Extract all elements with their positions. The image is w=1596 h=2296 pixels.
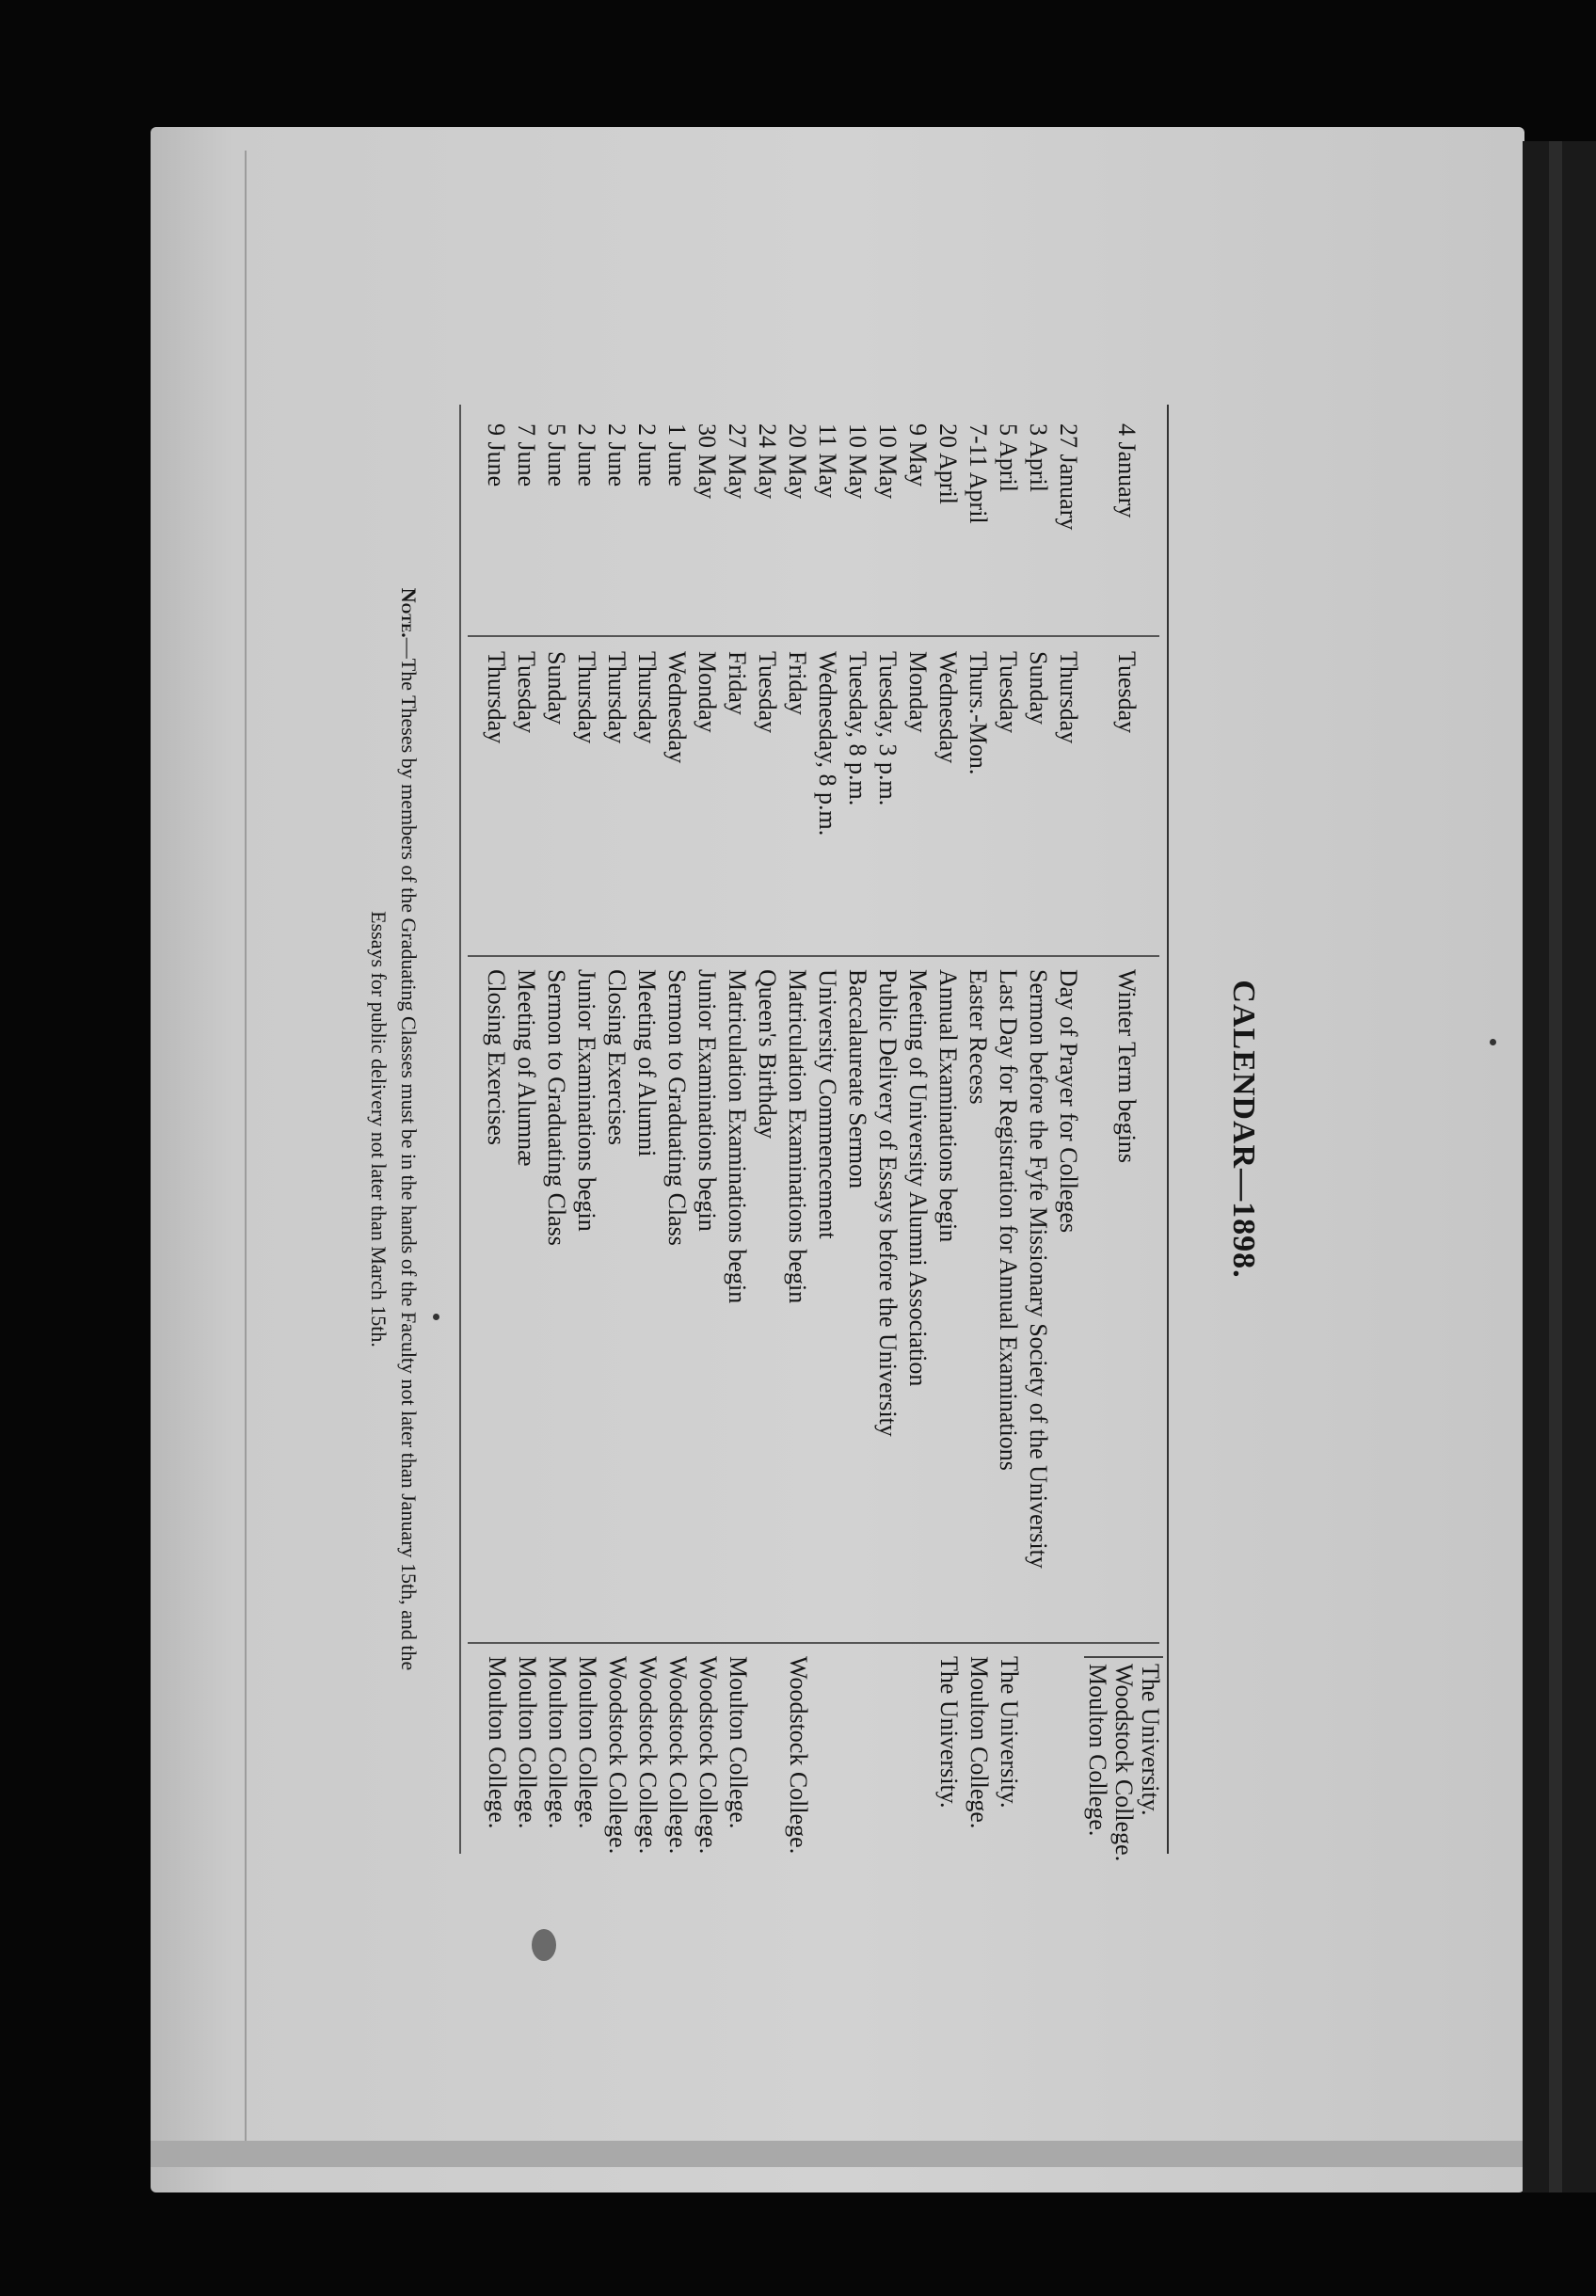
row-date: 9 May	[904, 423, 932, 487]
row-date: 24 May	[754, 423, 781, 500]
table-row	[783, 405, 811, 1854]
row-date: 20 April	[934, 423, 962, 504]
table-row	[1054, 405, 1082, 1854]
ink-smudge	[532, 1929, 556, 1961]
table-row	[1024, 405, 1052, 1854]
row-date: 10 May	[874, 423, 902, 500]
row-place	[785, 1656, 811, 1901]
row-day: Tuesday	[995, 651, 1022, 734]
place-name: Woodstock College.	[664, 1656, 692, 1855]
place-name: The University.	[996, 1656, 1023, 1809]
row-event: Sermon before the Fyfe Missionary Society of the University	[1025, 969, 1052, 1569]
place-name: Moulton College.	[544, 1656, 571, 1829]
note-line-1: —The Theses by members of the Graduating Classes must be in the hands of the Faculty not later than January 15th, and the	[397, 637, 421, 1671]
table-top-rule	[1167, 405, 1169, 1854]
row-day: Monday	[694, 651, 721, 733]
row-place	[996, 1656, 1022, 1901]
place-name: Woodstock College.	[634, 1656, 662, 1855]
table-row	[813, 405, 841, 1854]
row-event: Easter Recess	[965, 969, 992, 1105]
row-event: Meeting of Alumnæ	[513, 969, 540, 1167]
row-day: Tuesday	[513, 651, 540, 734]
table-row	[572, 405, 600, 1854]
place-name: Woodstock College.	[694, 1656, 722, 1855]
row-place	[664, 1656, 691, 1901]
table-row	[934, 405, 962, 1854]
row-date: 2 June	[633, 423, 661, 487]
row-place	[604, 1656, 630, 1901]
table-row	[693, 405, 721, 1854]
row-date: 2 June	[603, 423, 630, 487]
ink-speck	[1490, 1039, 1496, 1045]
place-name: The University.	[935, 1656, 963, 1809]
place-name: Woodstock College.	[785, 1656, 812, 1855]
row-date: 27 May	[724, 423, 751, 500]
row-event: Junior Examinations begin	[573, 969, 600, 1232]
row-day: Thursday	[633, 651, 661, 744]
row-place	[514, 1656, 540, 1901]
row-day: Wednesday, 8 p.m.	[814, 651, 841, 837]
row-event: Matriculation Examinations begin	[784, 969, 811, 1304]
table-row	[512, 405, 540, 1854]
row-day: Tuesday, 8 p.m.	[844, 651, 871, 806]
table-row	[873, 405, 902, 1854]
place-name: Woodstock College.	[604, 1656, 631, 1855]
row-date: 5 April	[995, 423, 1022, 492]
row-day: Thursday	[603, 651, 630, 744]
row-date: 20 May	[784, 423, 811, 500]
place-name: The University.	[1137, 1664, 1164, 1816]
row-date: 30 May	[694, 423, 721, 500]
row-event: Day of Prayer for Colleges	[1055, 969, 1082, 1234]
table-row	[723, 405, 751, 1854]
row-day: Friday	[784, 651, 811, 715]
page-inner-edge	[245, 151, 247, 2164]
row-event: Junior Examinations begin	[694, 969, 721, 1232]
table-row	[602, 405, 630, 1854]
row-day: Thursday	[1055, 651, 1082, 744]
row-day: Tuesday, 3 p.m.	[874, 651, 902, 806]
row-event: Public Delivery of Essays before the University	[874, 969, 902, 1437]
row-event: Queen's Birthday	[754, 969, 781, 1140]
row-event: Sermon to Graduating Class	[663, 969, 691, 1246]
row-date: 9 June	[483, 423, 510, 487]
place-name: Moulton College.	[574, 1656, 601, 1829]
row-day: Wednesday	[663, 651, 691, 764]
row-place	[694, 1656, 721, 1901]
row-event: Sermon to Graduating Class	[543, 969, 570, 1246]
table-row	[1084, 405, 1164, 1862]
row-day: Sunday	[1025, 651, 1052, 725]
row-place	[1084, 1656, 1163, 1901]
place-name: Moulton College.	[1084, 1664, 1111, 1837]
page-bottom-margin	[151, 2141, 1524, 2167]
row-date: 3 April	[1025, 423, 1052, 492]
row-day: Thurs.-Mon.	[965, 651, 992, 775]
place-name: Moulton College.	[484, 1656, 511, 1829]
table-row	[964, 405, 992, 1854]
row-day: Tuesday	[754, 651, 781, 734]
table-row	[482, 405, 510, 1854]
calendar-content	[320, 405, 1261, 1862]
table-row	[903, 405, 932, 1854]
table-row	[632, 405, 661, 1854]
row-place	[634, 1656, 661, 1901]
row-event: Annual Examinations begin	[934, 969, 962, 1243]
note-line-2: Essays for public delivery not later than March 15th.	[367, 911, 391, 1347]
row-event: Winter Term begins	[1113, 969, 1141, 1164]
table-row	[843, 405, 871, 1854]
row-day: Sunday	[543, 651, 570, 725]
place-name: Moulton College.	[966, 1656, 993, 1829]
table-bottom-rule	[459, 405, 461, 1854]
row-date: 2 June	[573, 423, 600, 487]
row-date: 27 January	[1055, 423, 1082, 531]
row-place	[484, 1656, 510, 1901]
note-label: Note.	[397, 587, 421, 638]
table-row	[542, 405, 570, 1854]
row-event: University Commencement	[814, 969, 841, 1239]
row-date: 11 May	[814, 423, 841, 499]
row-day: Thursday	[573, 651, 600, 744]
row-event: Meeting of Alumni	[633, 969, 661, 1157]
place-name: Moulton College.	[514, 1656, 541, 1829]
table-row	[753, 405, 781, 1854]
book-spine-edge	[1549, 141, 1562, 2192]
row-event: Closing Exercises	[603, 969, 630, 1146]
table-row	[994, 405, 1022, 1854]
row-event: Baccalaureate Sermon	[844, 969, 871, 1189]
row-date: 10 May	[844, 423, 871, 500]
table-row	[662, 405, 691, 1854]
row-date: 4 January	[1113, 423, 1141, 518]
row-event: Last Day for Registration for Annual Examinations	[995, 969, 1022, 1471]
row-event: Matriculation Examinations begin	[724, 969, 751, 1304]
row-place	[966, 1656, 992, 1901]
row-date: 1 June	[663, 423, 691, 487]
footnote	[363, 405, 423, 1854]
row-event: Closing Exercises	[483, 969, 510, 1146]
row-day: Friday	[724, 651, 751, 715]
row-day: Tuesday	[1113, 651, 1141, 734]
row-day: Thursday	[483, 651, 510, 744]
row-date: 5 June	[543, 423, 570, 487]
row-place	[935, 1656, 962, 1901]
row-date: 7-11 April	[965, 423, 992, 524]
row-place	[544, 1656, 570, 1901]
place-name: Moulton College.	[725, 1656, 752, 1829]
calendar-title: CALENDAR—1898.	[1226, 980, 1261, 1279]
row-place	[725, 1656, 751, 1901]
row-day: Wednesday	[934, 651, 962, 764]
row-event: Meeting of University Alumni Association	[904, 969, 932, 1387]
place-name: Woodstock College.	[1110, 1664, 1138, 1862]
row-day: Monday	[904, 651, 932, 733]
row-place	[574, 1656, 600, 1901]
row-date: 7 June	[513, 423, 540, 487]
